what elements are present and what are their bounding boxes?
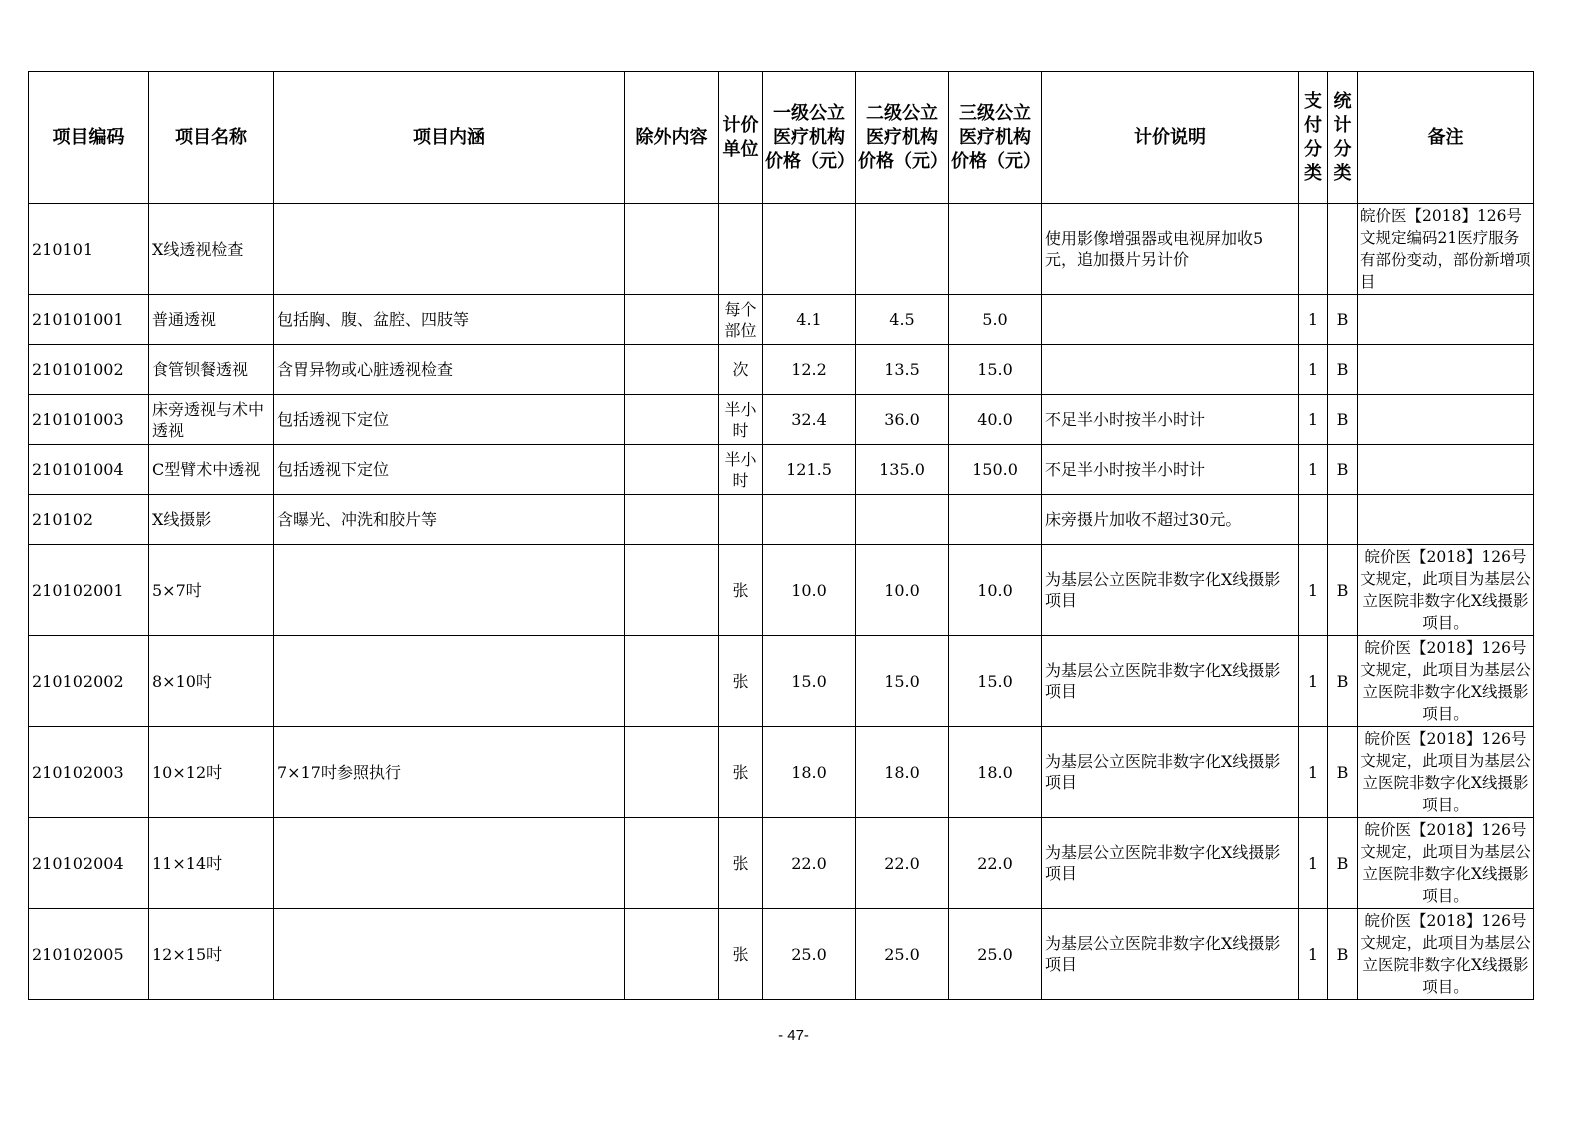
item-remark: 皖价医【2018】126号文规定，此项目为基层公立医院非数字化X线摄影项目。 bbox=[1358, 545, 1534, 636]
item-price-level2: 4.5 bbox=[856, 295, 949, 345]
item-stat-class: B bbox=[1328, 909, 1358, 1000]
table-row bbox=[29, 818, 1534, 909]
header-pricing-note: 计价说明 bbox=[1042, 72, 1299, 204]
item-name: X线透视检查 bbox=[149, 204, 274, 295]
item-stat-class: B bbox=[1328, 818, 1358, 909]
item-code: 210102 bbox=[29, 495, 149, 545]
item-exclude bbox=[625, 445, 719, 495]
item-pricing-note: 床旁摄片加收不超过30元。 bbox=[1042, 495, 1299, 545]
item-name: 8×10吋 bbox=[149, 636, 274, 727]
item-exclude bbox=[625, 495, 719, 545]
item-name: C型臂术中透视 bbox=[149, 445, 274, 495]
header-price-level2: 二级公立医疗机构价格（元） bbox=[856, 72, 949, 204]
item-price-level2: 36.0 bbox=[856, 395, 949, 445]
item-price-level1: 22.0 bbox=[763, 818, 856, 909]
item-name: 5×7吋 bbox=[149, 545, 274, 636]
item-price-level3: 5.0 bbox=[949, 295, 1042, 345]
item-payment-class: 1 bbox=[1299, 395, 1328, 445]
item-pricing-note: 为基层公立医院非数字化X线摄影项目 bbox=[1042, 545, 1299, 636]
item-code: 210101003 bbox=[29, 395, 149, 445]
item-unit bbox=[719, 495, 763, 545]
item-pricing-note: 为基层公立医院非数字化X线摄影项目 bbox=[1042, 727, 1299, 818]
item-exclude bbox=[625, 345, 719, 395]
item-exclude bbox=[625, 395, 719, 445]
item-remark bbox=[1358, 495, 1534, 545]
item-unit: 次 bbox=[719, 345, 763, 395]
item-price-level3 bbox=[949, 204, 1042, 295]
item-exclude bbox=[625, 727, 719, 818]
item-code: 210101001 bbox=[29, 295, 149, 345]
item-payment-class: 1 bbox=[1299, 636, 1328, 727]
table-row bbox=[29, 445, 1534, 495]
item-price-level3: 25.0 bbox=[949, 909, 1042, 1000]
item-price-level1: 25.0 bbox=[763, 909, 856, 1000]
item-unit: 张 bbox=[719, 636, 763, 727]
table-body bbox=[29, 204, 1534, 1000]
page-number: - 47- bbox=[778, 1027, 809, 1044]
header-content: 项目内涵 bbox=[274, 72, 625, 204]
table-row bbox=[29, 636, 1534, 727]
item-price-level2 bbox=[856, 204, 949, 295]
table-row bbox=[29, 295, 1534, 345]
item-price-level2: 22.0 bbox=[856, 818, 949, 909]
item-pricing-note bbox=[1042, 295, 1299, 345]
item-stat-class bbox=[1328, 204, 1358, 295]
item-stat-class: B bbox=[1328, 545, 1358, 636]
item-payment-class: 1 bbox=[1299, 295, 1328, 345]
item-price-level3: 18.0 bbox=[949, 727, 1042, 818]
table-header-row bbox=[29, 72, 1534, 204]
item-unit: 张 bbox=[719, 909, 763, 1000]
item-price-level3 bbox=[949, 495, 1042, 545]
item-stat-class: B bbox=[1328, 345, 1358, 395]
item-name: 食管钡餐透视 bbox=[149, 345, 274, 395]
item-price-level3: 10.0 bbox=[949, 545, 1042, 636]
item-exclude bbox=[625, 204, 719, 295]
item-pricing-note: 为基层公立医院非数字化X线摄影项目 bbox=[1042, 909, 1299, 1000]
item-content: 含胃异物或心脏透视检查 bbox=[274, 345, 625, 395]
item-price-level2: 18.0 bbox=[856, 727, 949, 818]
item-pricing-note: 不足半小时按半小时计 bbox=[1042, 445, 1299, 495]
item-stat-class: B bbox=[1328, 445, 1358, 495]
item-remark bbox=[1358, 345, 1534, 395]
header-payment-class: 支付分类 bbox=[1299, 72, 1328, 204]
item-unit: 张 bbox=[719, 727, 763, 818]
item-price-level1: 32.4 bbox=[763, 395, 856, 445]
item-exclude bbox=[625, 909, 719, 1000]
item-exclude bbox=[625, 295, 719, 345]
item-payment-class: 1 bbox=[1299, 909, 1328, 1000]
item-stat-class: B bbox=[1328, 395, 1358, 445]
item-exclude bbox=[625, 636, 719, 727]
item-code: 210102001 bbox=[29, 545, 149, 636]
item-payment-class bbox=[1299, 204, 1328, 295]
table-row bbox=[29, 395, 1534, 445]
item-pricing-note: 使用影像增强器或电视屏加收5元，追加摄片另计价 bbox=[1042, 204, 1299, 295]
item-price-level3: 15.0 bbox=[949, 636, 1042, 727]
item-name: 11×14吋 bbox=[149, 818, 274, 909]
table-row bbox=[29, 345, 1534, 395]
table-row bbox=[29, 909, 1534, 1000]
item-code: 210102002 bbox=[29, 636, 149, 727]
item-content bbox=[274, 545, 625, 636]
item-price-level3: 22.0 bbox=[949, 818, 1042, 909]
item-stat-class: B bbox=[1328, 295, 1358, 345]
item-pricing-note: 不足半小时按半小时计 bbox=[1042, 395, 1299, 445]
item-price-level3: 15.0 bbox=[949, 345, 1042, 395]
item-remark: 皖价医【2018】126号文规定编码21医疗服务有部份变动，部份新增项目 bbox=[1358, 204, 1534, 295]
item-content bbox=[274, 204, 625, 295]
item-code: 210102004 bbox=[29, 818, 149, 909]
item-unit: 张 bbox=[719, 818, 763, 909]
item-price-level1: 15.0 bbox=[763, 636, 856, 727]
item-price-level1 bbox=[763, 495, 856, 545]
item-content bbox=[274, 909, 625, 1000]
item-content: 包括透视下定位 bbox=[274, 395, 625, 445]
price-table bbox=[28, 71, 1534, 1000]
header-code: 项目编码 bbox=[29, 72, 149, 204]
header-stat-class: 统计分类 bbox=[1328, 72, 1358, 204]
header-unit: 计价单位 bbox=[719, 72, 763, 204]
item-payment-class: 1 bbox=[1299, 345, 1328, 395]
item-content: 包括胸、腹、盆腔、四肢等 bbox=[274, 295, 625, 345]
header-remark: 备注 bbox=[1358, 72, 1534, 204]
item-payment-class: 1 bbox=[1299, 445, 1328, 495]
item-price-level1: 121.5 bbox=[763, 445, 856, 495]
item-remark bbox=[1358, 395, 1534, 445]
item-price-level1 bbox=[763, 204, 856, 295]
item-price-level1: 4.1 bbox=[763, 295, 856, 345]
item-payment-class: 1 bbox=[1299, 727, 1328, 818]
item-name: 床旁透视与术中透视 bbox=[149, 395, 274, 445]
item-content bbox=[274, 636, 625, 727]
item-payment-class bbox=[1299, 495, 1328, 545]
item-code: 210101 bbox=[29, 204, 149, 295]
item-remark: 皖价医【2018】126号文规定，此项目为基层公立医院非数字化X线摄影项目。 bbox=[1358, 727, 1534, 818]
item-price-level2: 10.0 bbox=[856, 545, 949, 636]
item-price-level2: 135.0 bbox=[856, 445, 949, 495]
item-payment-class: 1 bbox=[1299, 545, 1328, 636]
item-stat-class bbox=[1328, 495, 1358, 545]
item-content bbox=[274, 818, 625, 909]
item-name: 普通透视 bbox=[149, 295, 274, 345]
item-remark: 皖价医【2018】126号文规定，此项目为基层公立医院非数字化X线摄影项目。 bbox=[1358, 818, 1534, 909]
header-price-level1: 一级公立医疗机构价格（元） bbox=[763, 72, 856, 204]
header-exclude: 除外内容 bbox=[625, 72, 719, 204]
item-code: 210101004 bbox=[29, 445, 149, 495]
item-unit bbox=[719, 204, 763, 295]
item-unit: 半小时 bbox=[719, 445, 763, 495]
item-unit: 半小时 bbox=[719, 395, 763, 445]
item-pricing-note: 为基层公立医院非数字化X线摄影项目 bbox=[1042, 636, 1299, 727]
table-row bbox=[29, 495, 1534, 545]
item-remark: 皖价医【2018】126号文规定，此项目为基层公立医院非数字化X线摄影项目。 bbox=[1358, 636, 1534, 727]
item-payment-class: 1 bbox=[1299, 818, 1328, 909]
item-content: 含曝光、冲洗和胶片等 bbox=[274, 495, 625, 545]
item-remark bbox=[1358, 295, 1534, 345]
item-price-level2: 13.5 bbox=[856, 345, 949, 395]
item-stat-class: B bbox=[1328, 636, 1358, 727]
table-row bbox=[29, 727, 1534, 818]
item-name: 12×15吋 bbox=[149, 909, 274, 1000]
item-price-level1: 12.2 bbox=[763, 345, 856, 395]
item-exclude bbox=[625, 545, 719, 636]
item-price-level1: 10.0 bbox=[763, 545, 856, 636]
item-stat-class: B bbox=[1328, 727, 1358, 818]
item-unit: 张 bbox=[719, 545, 763, 636]
item-code: 210101002 bbox=[29, 345, 149, 395]
item-name: X线摄影 bbox=[149, 495, 274, 545]
item-content: 包括透视下定位 bbox=[274, 445, 625, 495]
item-price-level2: 25.0 bbox=[856, 909, 949, 1000]
header-name: 项目名称 bbox=[149, 72, 274, 204]
item-name: 10×12吋 bbox=[149, 727, 274, 818]
item-code: 210102003 bbox=[29, 727, 149, 818]
header-price-level3: 三级公立医疗机构价格（元） bbox=[949, 72, 1042, 204]
item-content: 7×17吋参照执行 bbox=[274, 727, 625, 818]
item-code: 210102005 bbox=[29, 909, 149, 1000]
item-unit: 每个部位 bbox=[719, 295, 763, 345]
item-pricing-note: 为基层公立医院非数字化X线摄影项目 bbox=[1042, 818, 1299, 909]
item-price-level1: 18.0 bbox=[763, 727, 856, 818]
item-price-level2 bbox=[856, 495, 949, 545]
item-price-level3: 40.0 bbox=[949, 395, 1042, 445]
item-remark: 皖价医【2018】126号文规定，此项目为基层公立医院非数字化X线摄影项目。 bbox=[1358, 909, 1534, 1000]
item-price-level3: 150.0 bbox=[949, 445, 1042, 495]
item-pricing-note bbox=[1042, 345, 1299, 395]
table-row bbox=[29, 545, 1534, 636]
table-row bbox=[29, 204, 1534, 295]
item-exclude bbox=[625, 818, 719, 909]
item-remark bbox=[1358, 445, 1534, 495]
item-price-level2: 15.0 bbox=[856, 636, 949, 727]
